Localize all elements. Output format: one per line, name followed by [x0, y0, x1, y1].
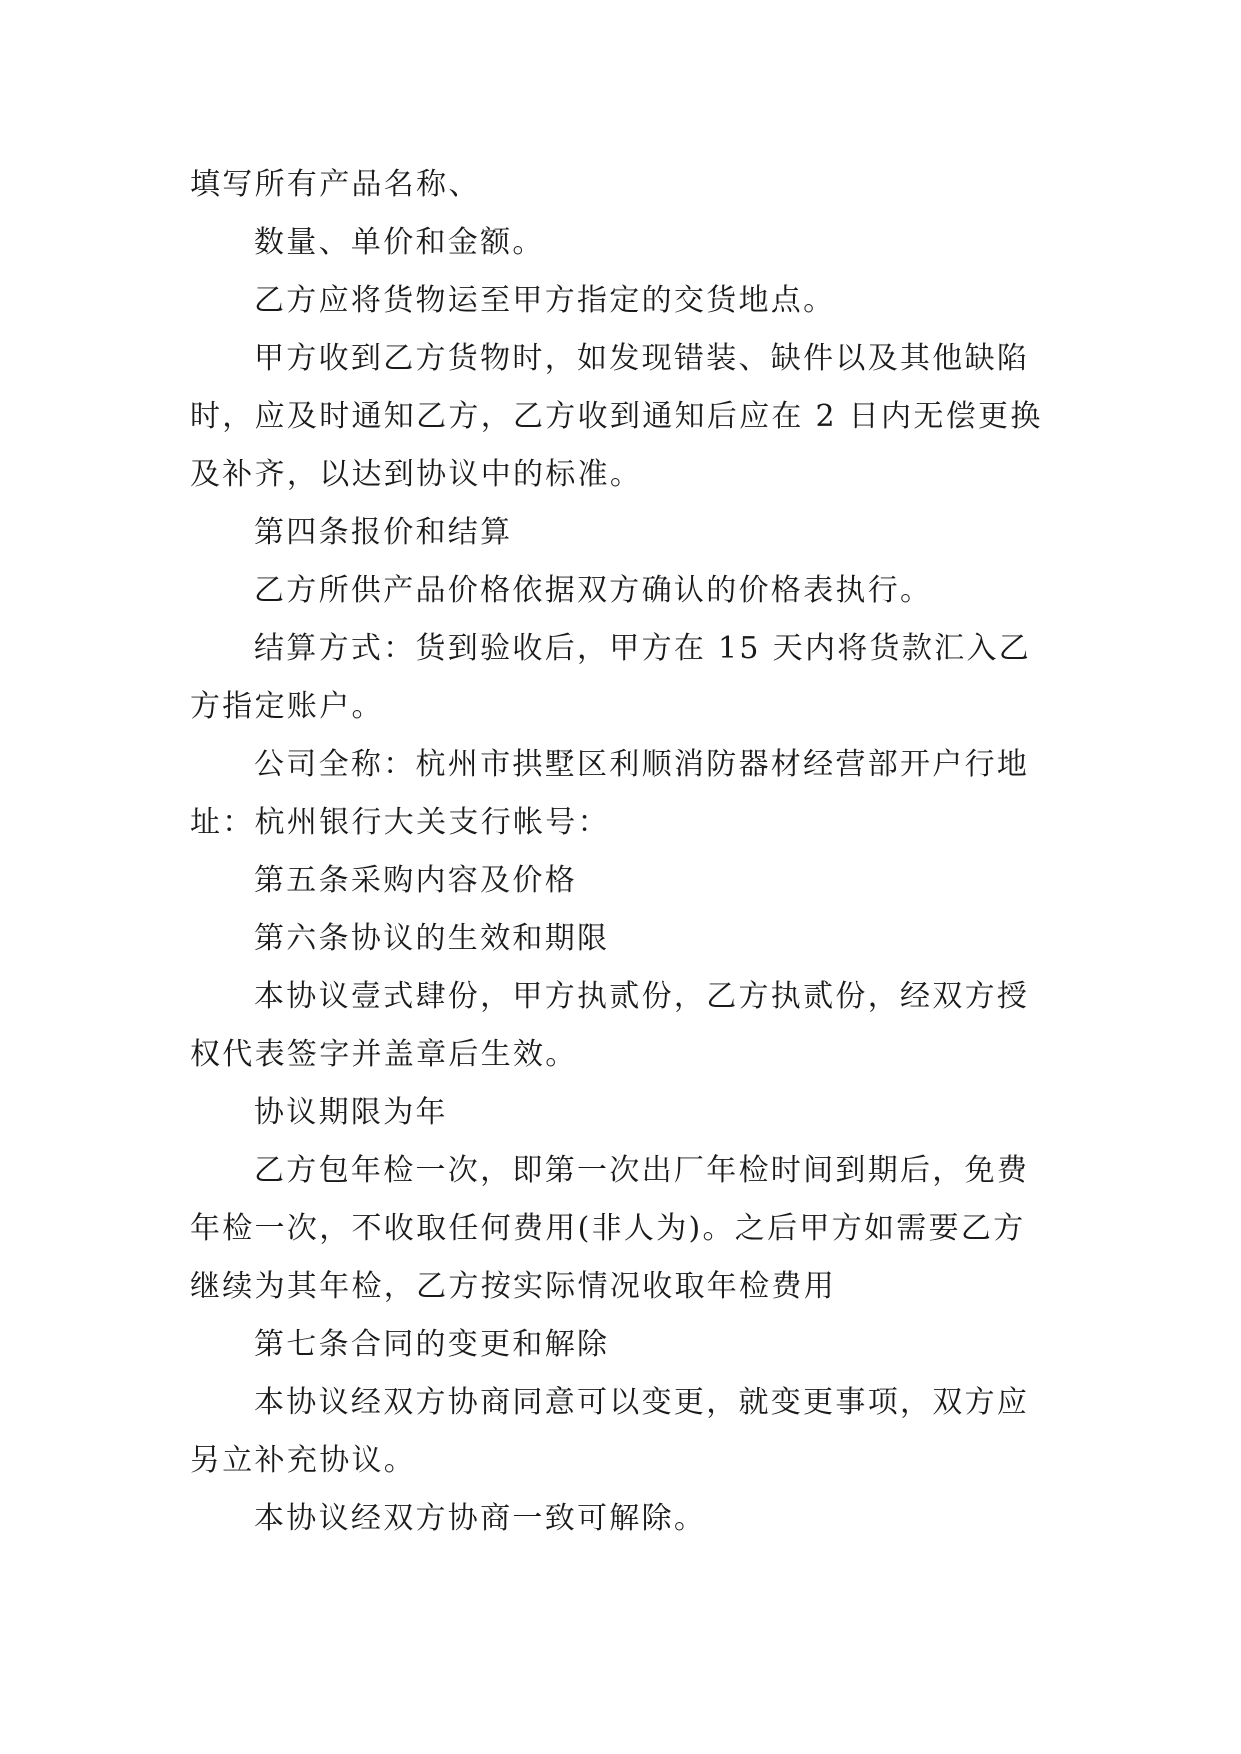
paragraph-pricing-basis: 乙方所供产品价格依据双方确认的价格表执行。	[254, 573, 933, 608]
paragraph-defect-handling: 甲方收到乙方货物时，如发现错装、缺件以及其他缺陷时，应及时通知乙方，乙方收到通知后应在 2 日内无偿更换及补齐，以达到协议中的标准。	[190, 341, 1043, 492]
paragraph-copies-effectiveness: 本协议壹式肆份，甲方执贰份，乙方执贰份，经双方授权代表签字并盖章后生效。	[190, 979, 1030, 1072]
document-body	[190, 156, 1055, 1548]
paragraph-company-bank-info: 公司全称：杭州市拱墅区利顺消防器材经营部开户行地址：杭州银行大关支行帐号：	[190, 747, 1030, 840]
paragraph-termination: 本协议经双方协商一致可解除。	[254, 1501, 707, 1536]
paragraph-delivery-location: 乙方应将货物运至甲方指定的交货地点。	[254, 283, 836, 318]
section-heading-article-5: 第五条采购内容及价格	[254, 863, 577, 898]
section-heading-article-6: 第六条协议的生效和期限	[254, 921, 610, 956]
paragraph-annual-inspection: 乙方包年检一次，即第一次出厂年检时间到期后，免费年检一次，不收取任何费用(非人为)。之后甲方如需要乙方继续为其年检，乙方按实际情况收取年检费用	[190, 1153, 1030, 1304]
paragraph-product-names: 填写所有产品名称、	[190, 167, 481, 202]
paragraph-settlement-method: 结算方式：货到验收后，甲方在 15 天内将货款汇入乙方指定账户。	[190, 631, 1032, 724]
section-heading-article-4: 第四条报价和结算	[254, 515, 513, 550]
paragraph-amendment: 本协议经双方协商同意可以变更，就变更事项，双方应另立补充协议。	[190, 1385, 1030, 1478]
paragraph-quantity-price: 数量、单价和金额。	[254, 225, 545, 260]
paragraph-agreement-term: 协议期限为年	[254, 1095, 448, 1130]
section-heading-article-7: 第七条合同的变更和解除	[254, 1327, 610, 1362]
